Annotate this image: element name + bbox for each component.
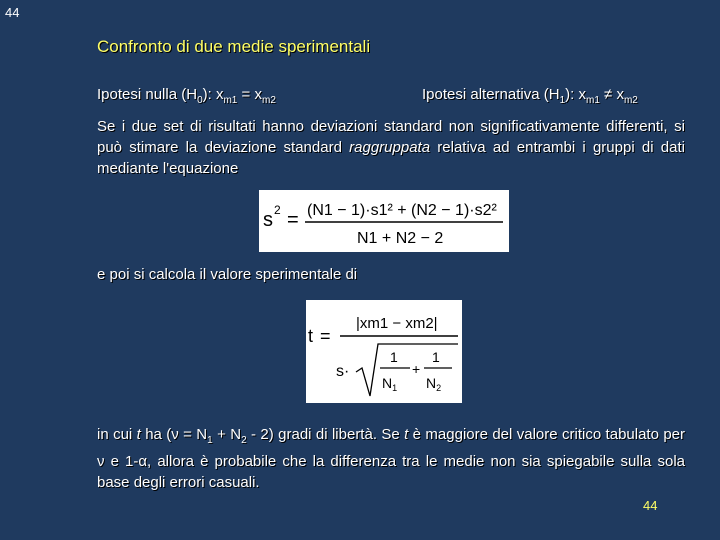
s2-denominator: N1 + N2 − 2 bbox=[357, 230, 444, 247]
null-hypothesis: Ipotesi nulla $(H_0)$: $x_{m1} = x_{m2}$ bbox=[97, 86, 276, 106]
alternative-hypothesis: Ipotesi alternativa $(H_1)$: $x_{m1} \ne x_{m2}$ bbox=[422, 86, 638, 106]
t-statistic-intro: e poi si calcola il valore sperimentale di bbox=[97, 266, 358, 283]
page-number-bottom: 44 bbox=[643, 498, 658, 513]
s2-lhs: s bbox=[263, 209, 273, 231]
t-equals: = bbox=[320, 326, 331, 346]
svg-text:N1: $N_1$ bbox=[382, 375, 398, 393]
t-statistic-formula bbox=[306, 300, 462, 403]
t-s-factor: s· bbox=[336, 363, 350, 380]
conclusion-paragraph: in cui t ha $(\nu = N_1 + N_2 - 2)$ gradi di libertà. Se t è maggiore del valore critico tabulato per ν e 1-α, allora è probabile che la differenza tra le medie non sia spiegabile sulla sola base degli errori casuali. bbox=[97, 426, 686, 491]
t-lhs: t bbox=[308, 326, 314, 346]
sqrt-sign bbox=[356, 344, 458, 396]
svg-text:+: + bbox=[412, 361, 421, 377]
t-one-b: 1 bbox=[432, 349, 440, 365]
slide-number-top: 44 bbox=[5, 5, 20, 20]
s2-equals: = bbox=[287, 209, 299, 231]
t-one-a: 1 bbox=[390, 349, 398, 365]
svg-text:N2: $N_2$ bbox=[426, 375, 442, 393]
s2-lhs-sup: 2 bbox=[274, 203, 281, 217]
t-numerator: |xm1 − xm2| bbox=[356, 315, 438, 332]
pooled-sd-paragraph: Se i due set di risultati hanno deviazioni standard non significativamente differenti, si può stimare la deviazione standard raggruppata relativa ad entrambi i gruppi di dati mediante l'equazione bbox=[97, 118, 685, 177]
pooled-variance-formula bbox=[259, 190, 509, 252]
slide-title: Confronto di due medie sperimentali bbox=[97, 37, 371, 56]
s2-numerator: (N1 − 1)·s1² + (N2 − 1)·s2² bbox=[307, 202, 497, 219]
